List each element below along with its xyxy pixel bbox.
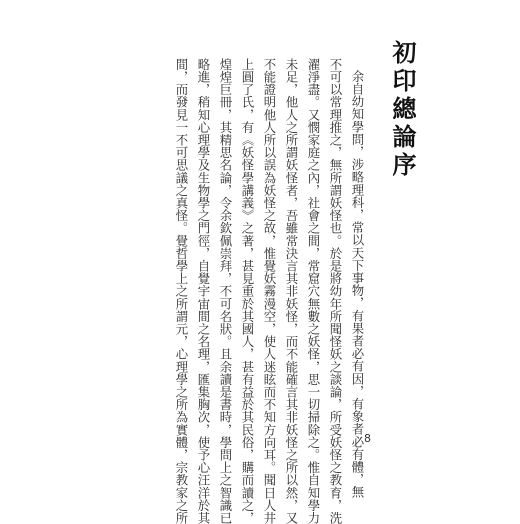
page-number: 8	[364, 432, 371, 445]
text-column-8: 略進，稍知心理學及生物學之門徑，自覺宇宙間之名理，匯集胸次，使予心汪洋於其	[196, 58, 211, 524]
text-column-3: 濯淨盡。又憫家庭之內，社會之間，常窟穴無數之妖怪，思一切掃除之。惟自知學力	[306, 58, 321, 524]
text-column-9: 間，而發見一不可思議之真怪。覺哲學上之所謂元，心理學之所為實體，宗教家之所	[174, 58, 189, 524]
text-column-7: 煌煌巨冊，其精思名論，令余欽佩崇拜，不可名狀。且余讀是書時，學問上之智識已	[218, 58, 233, 524]
text-column-6: 上圓了氏，有《妖怪學講義》之著，甚見重於其國人，甚有益於其民俗，購而讀之，	[240, 58, 255, 524]
text-column-2: 不可以常理推之，無所謂妖怪也。於是將幼年所聞怪妖之談論，所受妖怪之教育，洗	[328, 58, 343, 524]
preface-title: 初印總論序	[388, 40, 417, 180]
text-column-5: 不能證明他人所以誤為妖怪之故，惟覺妖霧漫空，使人迷眩而不知方向耳。聞日人井	[262, 58, 277, 524]
text-column-4: 未足，他人之所謂妖怪者，吾雖常決言其非妖怪，而不能確言其非妖怪之所以然，又	[284, 58, 299, 524]
preface-body-text	[170, 58, 368, 524]
text-column-1: 余自幼知學問，涉略理科，常以天下事物，有果者必有因，有象者必有體，無	[350, 70, 365, 499]
